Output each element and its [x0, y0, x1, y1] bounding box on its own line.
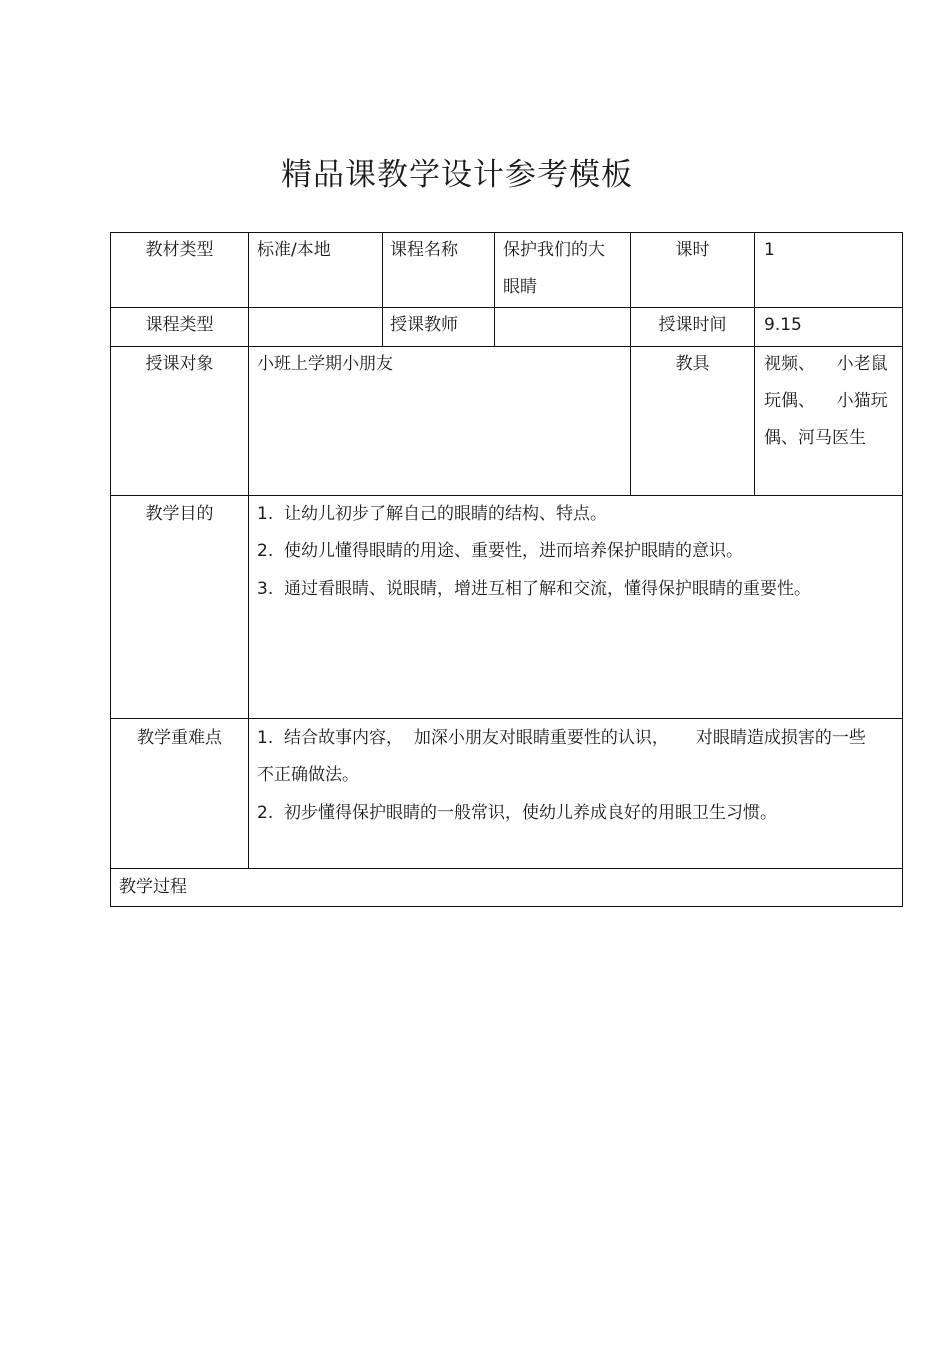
objective-item: 1. 让幼儿初步了解自己的眼睛的结构、特点。: [257, 504, 608, 524]
key-points-line-1: 1. 结合故事内容， 加深小朋友对眼睛重要性的认识， 对眼睛造成损害的一些: [257, 728, 866, 748]
tools-line-1: 视频、 小老鼠: [764, 354, 888, 374]
table-divider: [382, 232, 383, 347]
tools-line-3: 偶、河马医生: [764, 428, 866, 448]
objective-item: 2. 使幼儿懂得眼睛的用途、重要性，进而培养保护眼睛的意识。: [257, 541, 744, 561]
course-name-value-line1: 保护我们的大: [503, 240, 605, 260]
key-points-line-2: 不正确做法。: [257, 765, 359, 785]
table-divider: [110, 868, 903, 869]
table-border: [902, 232, 903, 907]
time-value: 9.15: [764, 315, 802, 335]
table-divider: [754, 232, 755, 496]
table-divider: [494, 232, 495, 347]
course-type-label: 课程类型: [145, 315, 214, 335]
table-divider: [110, 718, 903, 719]
table-divider: [248, 232, 249, 869]
teacher-label: 授课教师: [390, 315, 458, 335]
audience-value: 小班上学期小朋友: [257, 354, 393, 374]
hours-label: 课时: [675, 240, 710, 260]
course-name-value-line2: 眼睛: [503, 277, 537, 297]
time-label: 授课时间: [658, 315, 727, 335]
process-label: 教学过程: [119, 877, 187, 897]
key-points-line-3: 2. 初步懂得保护眼睛的一般常识，使幼儿养成良好的用眼卫生习惯。: [257, 803, 778, 823]
page-title: 精品课教学设计参考模板: [281, 157, 633, 193]
key-points-label: 教学重难点: [137, 728, 222, 748]
hours-value: 1: [764, 240, 775, 260]
objective-item: 3. 通过看眼睛、说眼睛，增进互相了解和交流，懂得保护眼睛的重要性。: [257, 579, 812, 599]
tools-label: 教具: [675, 354, 710, 374]
material-type-value: 标准/本地: [257, 240, 331, 260]
course-name-label: 课程名称: [390, 240, 458, 260]
table-border: [110, 906, 903, 907]
material-type-label: 教材类型: [145, 240, 214, 260]
audience-label: 授课对象: [145, 354, 214, 374]
tools-line-2: 玩偶、 小猫玩: [764, 391, 888, 411]
objectives-label: 教学目的: [145, 504, 214, 524]
